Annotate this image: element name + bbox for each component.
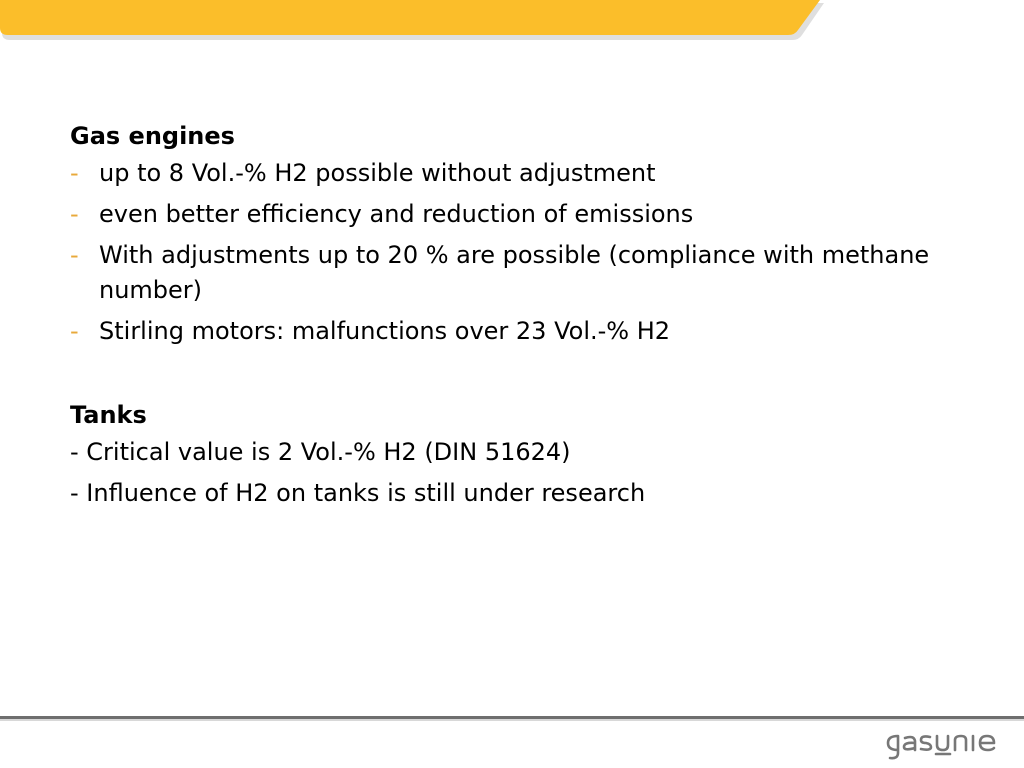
footer-divider-shadow: [0, 719, 1024, 721]
slide-content: [70, 116, 990, 517]
bullet-marker: -: [70, 200, 79, 228]
list-item-text: even better efficiency and reduction of emissions: [99, 200, 694, 228]
list-item: [70, 314, 990, 349]
gasunie-logo-icon: [884, 726, 1012, 762]
tanks-line: - Influence of H2 on tanks is still under research: [70, 479, 646, 507]
bullet-marker: -: [70, 241, 79, 269]
bullet-marker: -: [70, 159, 79, 187]
list-item: [70, 156, 990, 191]
gas-engines-list: [70, 156, 990, 349]
section-heading-gas-engines: Gas engines: [70, 122, 235, 150]
top-banner: [0, 0, 830, 42]
section-spacer: [70, 355, 990, 395]
list-item-text: up to 8 Vol.-% H2 possible without adjustment: [99, 159, 656, 187]
section-heading-tanks: Tanks: [70, 401, 147, 429]
list-item: [70, 197, 990, 232]
list-item-text: Stirling motors: malfunctions over 23 Vol.-% H2: [99, 317, 671, 345]
bullet-marker: -: [70, 317, 79, 345]
tanks-line: - Critical value is 2 Vol.-% H2 (DIN 51624): [70, 438, 571, 466]
list-item-text: With adjustments up to 20 % are possible (compliance with methane number): [99, 241, 930, 304]
list-item: [70, 238, 990, 308]
